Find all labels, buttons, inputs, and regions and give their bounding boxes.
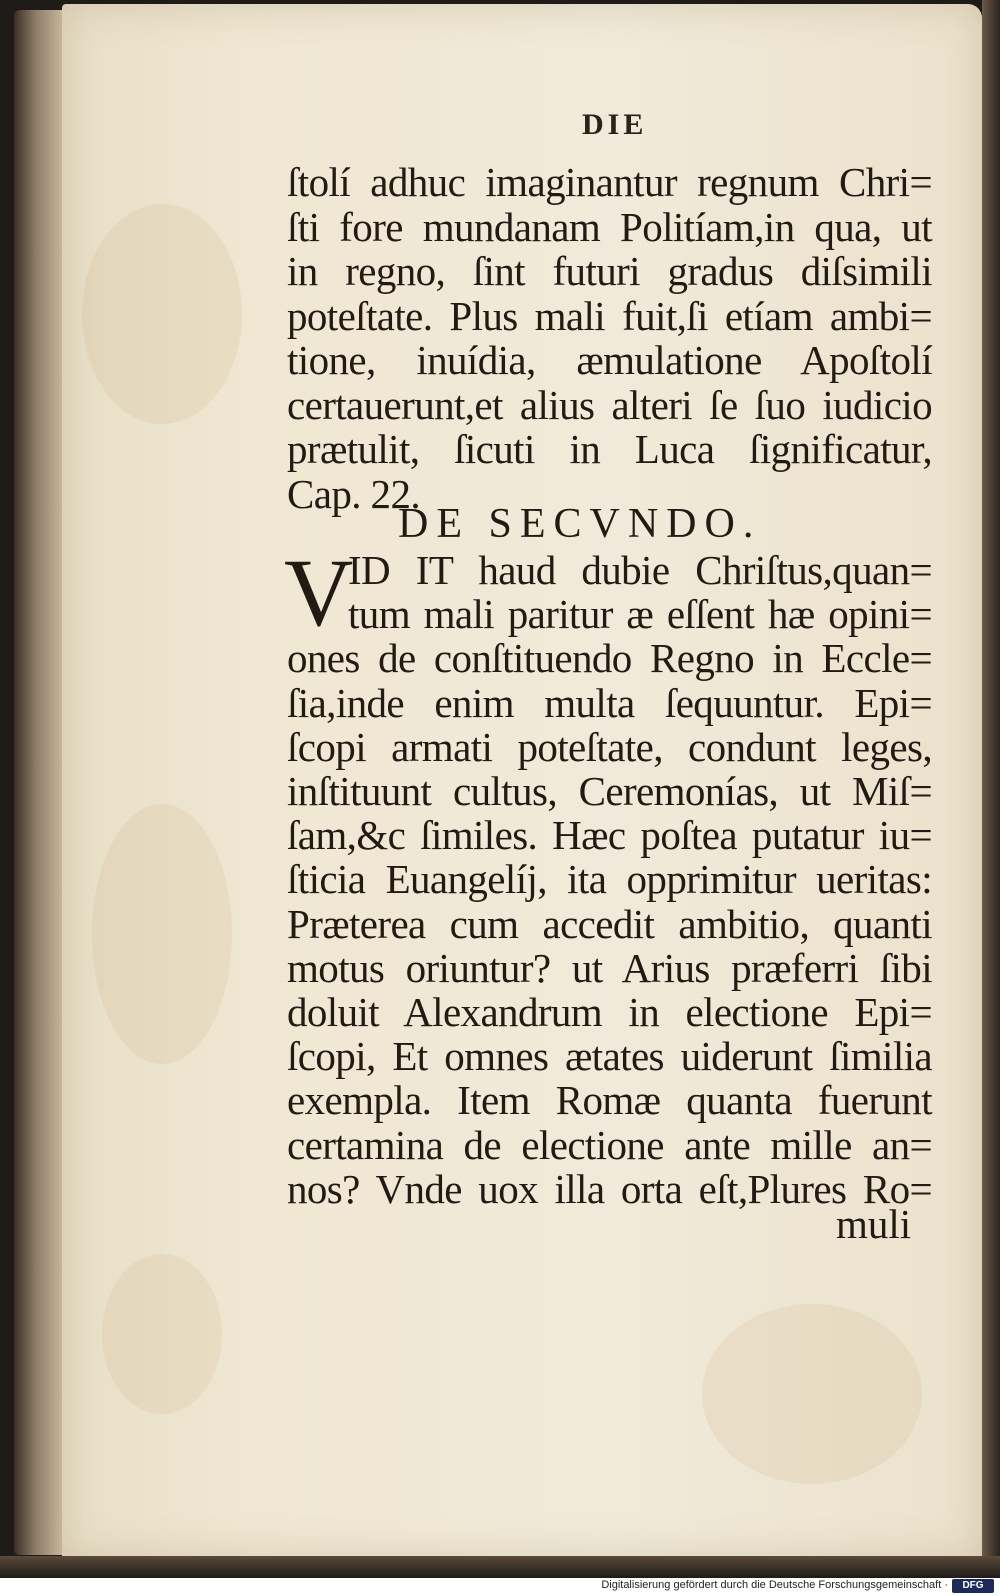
text-line: ID IT haud dubie Chriſtus,quan=	[348, 547, 932, 593]
text-line: ſti fore mundanam Politíam,in qua, ut	[287, 203, 932, 250]
section-heading: DE SECVNDO.	[398, 501, 762, 547]
text-line: ſtolí adhuc imaginantur regnum Chri=	[287, 159, 932, 205]
text-line: ſia,inde enim multa ſequuntur. Epi=	[287, 679, 932, 726]
text-line: ſcopi, Et omnes ætates uiderunt ſimilia	[287, 1033, 932, 1080]
running-head: DIE	[582, 108, 648, 141]
drop-cap: V	[284, 539, 354, 646]
text-line: ſam,&c ſimiles. Hæc poſtea putatur iu=	[287, 812, 932, 859]
text-line: certauerunt,et alius alteri ſe ſuo iudicio	[287, 381, 932, 428]
book-bottom-edge	[0, 1556, 1000, 1578]
text-line: in regno, ſint futuri gradus diſsimili	[287, 248, 932, 294]
text-line: tum mali paritur æ eſſent hæ opini=	[348, 591, 932, 638]
text-line: doluit Alexandrum in electione Epi=	[287, 989, 932, 1035]
text-line: prætulit, ſicuti in Luca ſignificatur,	[287, 426, 932, 472]
dfg-logo: DFG	[952, 1579, 994, 1593]
text-line: Cap. 22.	[287, 470, 420, 517]
funding-credit: Digitalisierung gefördert durch die Deutsche Forschungsgemeinschaft ·	[601, 1579, 948, 1591]
digitization-footer	[0, 1578, 1000, 1596]
book-right-edge	[982, 0, 1000, 1578]
text-line: inſtituunt cultus, Ceremonías, ut Miſ=	[287, 768, 932, 814]
text-line: nos? Vnde uox illa orta eſt,Plures Ro=	[287, 1165, 932, 1212]
text-line: ſcopi armati poteſtate, condunt leges,	[287, 723, 932, 770]
text-line: Præterea cum accedit ambitio, quanti	[287, 900, 932, 947]
catchword: muli	[836, 1201, 912, 1247]
text-line: ſticia Euangelíj, ita opprimitur ueritas:	[287, 856, 932, 903]
text-line: tione, inuídia, æmulatione Apoſtolí	[287, 337, 932, 383]
text-line: certamina de electione ante mille an=	[287, 1121, 932, 1168]
text-line: poteſtate. Plus mali fuit,ſi etíam ambi=	[287, 292, 932, 339]
text-line: motus oriuntur? ut Arius præferri ſibi	[287, 944, 932, 991]
text-line: ones de conſtituendo Regno in Eccle=	[287, 635, 932, 682]
text-line: exempla. Item Romæ quanta fuerunt	[287, 1077, 932, 1124]
